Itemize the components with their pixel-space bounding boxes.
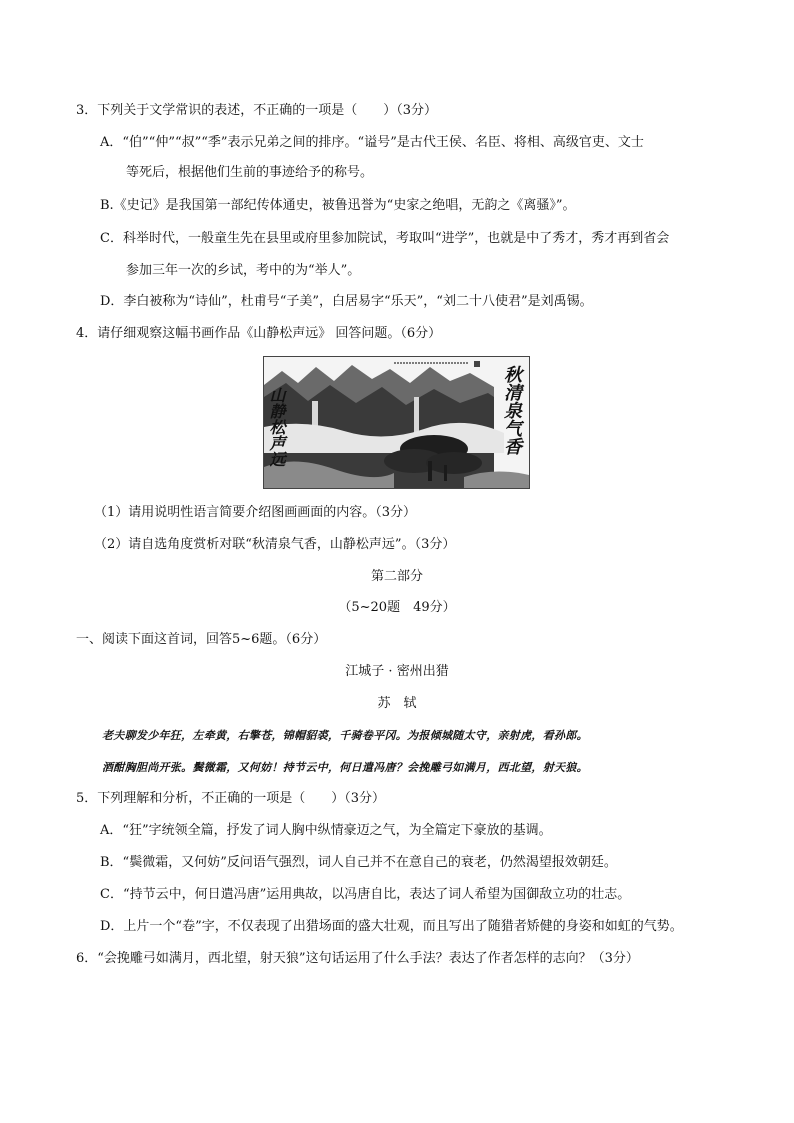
q5-stem: 5．下列理解和分析，不正确的一项是（ ）（3分）: [76, 791, 386, 806]
q3-option-c: C．科举时代，一般童生先在县里或府里参加院试，考取叫“进学”，也就是中了秀才，秀才再到省会: [100, 231, 670, 246]
part-2-range: （5~20题 49分）: [338, 600, 456, 615]
poem-author: 苏 轼: [377, 696, 417, 711]
section-1-intro: 一、阅读下面这首词，回答5~6题。（6分）: [76, 632, 327, 647]
q3-option-a: A．“伯”“仲”“叔”“季”表示兄弟之间的排序。“谥号”是古代王侯、名臣、将相、高级官吏、文士: [100, 135, 644, 150]
q5-option-c: C．“持节云中，何日遣冯唐”运用典故，以冯唐自比，表达了词人希望为国御敌立功的壮志。: [100, 887, 631, 902]
q4-sub-question-1: （1）请用说明性语言简要介绍图画画面的内容。（3分）: [94, 505, 417, 520]
q5-option-b: B．“鬓微霜，又何妨”反问语气强烈，词人自己并不在意自己的衰老，仍然渴望报效朝廷。: [100, 855, 617, 870]
calligraphy-left: 山静松声远: [267, 387, 286, 467]
part-2-title: 第二部分: [370, 569, 423, 584]
ink-landscape-image: [264, 357, 529, 488]
q3-option-d: D．李白被称为“诗仙”，杜甫号“子美”，白居易字“乐天”，“刘二十八使君”是刘禹锡。: [100, 294, 593, 309]
calligraphy-right: 秋清泉气香: [501, 365, 522, 455]
q3-option-c-cont: 参加三年一次的乡试，考中的为“举人”。: [126, 263, 361, 278]
landscape-painting: [263, 356, 530, 489]
q4-stem: 4．请仔细观察这幅书画作品《山静松声远》 回答问题。（6分）: [76, 326, 442, 341]
q6-stem: 6．“会挽雕弓如满月，西北望，射天狼”这句话运用了什么手法？表达了作者怎样的志向？（3分）: [76, 951, 639, 966]
q5-option-d: D．上片一个“卷”字，不仅表现了出猎场面的盛大壮观，而且写出了随猎者矫健的身姿和如虹的气势。: [100, 919, 683, 934]
q3-option-b: B.《史记》是我国第一部纪传体通史，被鲁迅誉为“史家之绝唱，无韵之《离骚》”。: [100, 198, 576, 213]
q5-option-a: A．“狂”字统领全篇，抒发了词人胸中纵情豪迈之气，为全篇定下豪放的基调。: [100, 823, 552, 838]
poem-title: 江城子 · 密州出猎: [345, 664, 449, 679]
q3-option-a-cont: 等死后，根据他们生前的事迹给予的称号。: [126, 165, 374, 180]
q4-sub-question-2: （2）请自选角度赏析对联“秋清泉气香，山静松声远”。（3分）: [94, 537, 456, 552]
poem-line-1: 老夫聊发少年狂，左牵黄，右擎苍，锦帽貂裘，千骑卷平冈。为报倾城随太守，亲射虎，看孙郎。: [102, 729, 588, 742]
poem-line-2: 酒酣胸胆尚开张。鬓微霜，又何妨！持节云中，何日遣冯唐？会挽雕弓如满月，西北望，射天狼。: [102, 761, 588, 774]
q3-stem: 3．下列关于文学常识的表述，不正确的一项是（ ）（3分）: [76, 103, 438, 118]
